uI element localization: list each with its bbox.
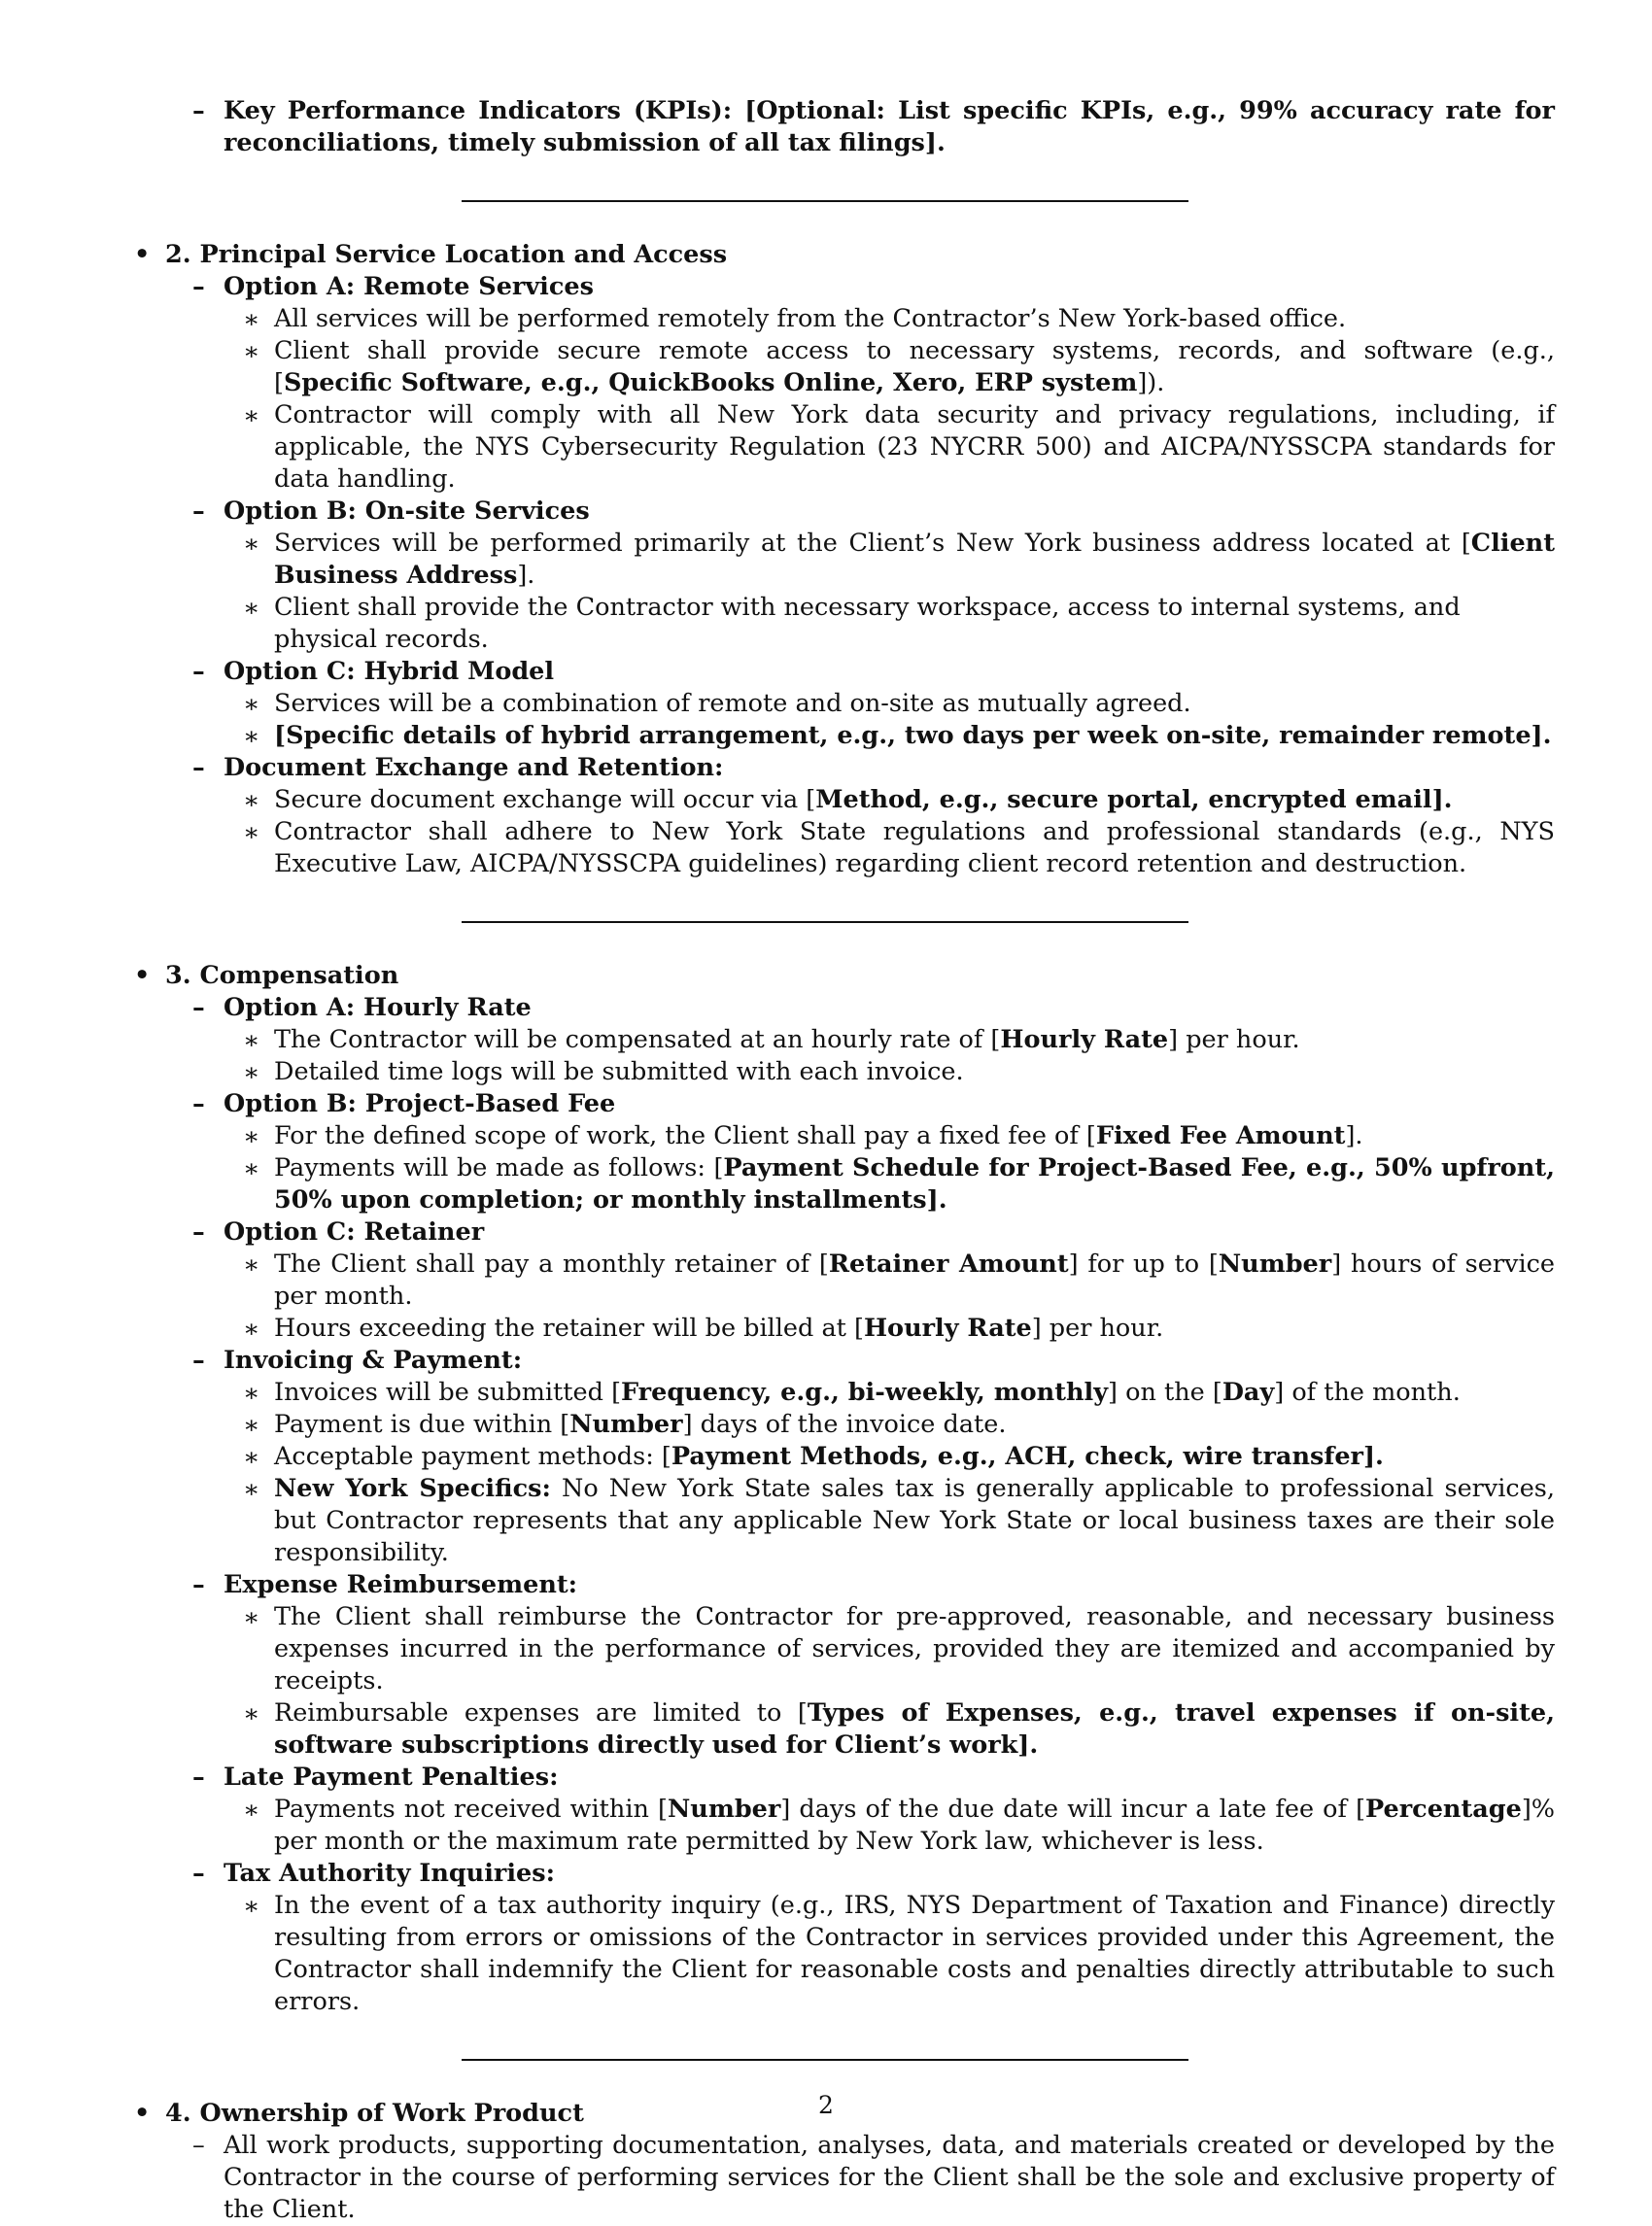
list-item (126, 1313, 1555, 1345)
s2-option-c-title: Option C: Hybrid Model (224, 657, 555, 686)
list-item-text: ] of the month. (1274, 1378, 1461, 1407)
s3-option-c-title: Option C: Retainer (224, 1217, 485, 1247)
s3-expense-title: Expense Reimbursement: (224, 1570, 578, 1599)
placeholder-text: [Specific details of hybrid arrangement, e.g., two days per week on-site, remainder remote]. (274, 721, 1552, 750)
dash-marker: – (192, 657, 205, 686)
list-item-text: Payment is due within [ (274, 1410, 570, 1439)
placeholder-text: Specific Software, e.g., QuickBooks Online, Xero, ERP system (283, 368, 1138, 397)
list-item (126, 1890, 1555, 2018)
asterisk-marker: ∗ (243, 1154, 260, 1183)
list-item-text: ]. (1345, 1121, 1363, 1150)
section-3-title: 3. Compensation (165, 961, 399, 990)
asterisk-marker: ∗ (243, 1026, 260, 1055)
list-item-text: Acceptable payment methods: [ (274, 1442, 671, 1471)
placeholder-text: Day (1222, 1378, 1275, 1407)
document-body (126, 95, 1555, 2226)
list-item (126, 528, 1555, 592)
placeholder-text: Fixed Fee Amount (1095, 1121, 1346, 1150)
list-item (126, 1697, 1555, 1762)
list-item-text: All services will be performed remotely from the Contractor’s New York-based office. (274, 304, 1347, 333)
section-3-heading (126, 960, 1555, 992)
list-item (126, 1409, 1555, 1441)
list-item-text: Services will be performed primarily at the Client’s New York business address located at [ (274, 529, 1471, 558)
asterisk-marker: ∗ (243, 690, 260, 719)
asterisk-marker: ∗ (243, 1122, 260, 1151)
dash-marker: – (192, 1570, 205, 1599)
placeholder-text: Types of Expenses, e.g., travel expenses if on-site, software subscriptions directly used for Client’s work]. (274, 1698, 1555, 1760)
asterisk-marker: ∗ (243, 786, 260, 815)
asterisk-marker: ∗ (243, 1250, 260, 1280)
list-item-text: Detailed time logs will be submitted with each invoice. (274, 1057, 964, 1086)
asterisk-marker: ∗ (243, 1379, 260, 1408)
placeholder-text: Frequency, e.g., bi-weekly, monthly (621, 1378, 1109, 1407)
s3-option-b-title: Option B: Project-Based Fee (224, 1089, 616, 1118)
s3-invoicing (126, 1345, 1555, 1377)
dash-marker: – (192, 497, 205, 526)
section-2-title: 2. Principal Service Location and Access (165, 240, 728, 269)
list-item-text: ]). (1137, 368, 1165, 397)
s3-invoicing-title: Invoicing & Payment: (224, 1346, 523, 1375)
s3-late-payment-title: Late Payment Penalties: (224, 1763, 559, 1792)
placeholder-text: Payment Schedule for Project-Based Fee, e.g., 50% upfront, 50% upon completion; or monthly installments]. (274, 1153, 1556, 1215)
list-item (126, 592, 1555, 656)
list-item (126, 688, 1555, 720)
s2-option-b-title: Option B: On-site Services (224, 497, 590, 526)
list-item-text: Invoices will be submitted [ (274, 1378, 622, 1407)
list-item-text: The Client shall reimburse the Contractor for pre-approved, reasonable, and necessary business expenses incurred in the performance of services, provided they are itemized and accompanied by receipts. (274, 1602, 1555, 1695)
asterisk-marker: ∗ (243, 530, 260, 559)
placeholder-text: Payment Methods, e.g., ACH, check, wire transfer]. (671, 1442, 1384, 1471)
list-item-text: ]% per month or the maximum rate permitted by New York law, whichever is less. (274, 1795, 1556, 1856)
list-item-text: ] on the [ (1108, 1378, 1222, 1407)
asterisk-marker: ∗ (243, 818, 260, 847)
list-item-text: All work products, supporting documentation, analyses, data, and materials created or developed by the Contractor in the course of performing services for the Client shall be the sole and exclusive property of the Client. (224, 2131, 1555, 2224)
bullet-marker: • (134, 961, 151, 990)
list-item-text: Client shall provide secure remote access to necessary systems, records, and software (e.g., [ (274, 336, 1555, 397)
s2-document-exchange-title: Document Exchange and Retention: (224, 753, 724, 782)
dash-marker: – (192, 753, 205, 782)
list-item (126, 1441, 1555, 1473)
list-item-text: Client shall provide the Contractor with necessary workspace, access to internal systems, and physical records. (274, 593, 1461, 654)
list-item-text: Services will be a combination of remote and on-site as mutually agreed. (274, 689, 1191, 718)
section-2-heading (126, 239, 1555, 271)
placeholder-text: Hourly Rate (863, 1314, 1032, 1343)
list-item (126, 720, 1555, 752)
list-item (126, 2130, 1555, 2226)
asterisk-marker: ∗ (243, 1892, 260, 1921)
asterisk-marker: ∗ (243, 594, 260, 623)
list-item-text: Secure document exchange will occur via [ (274, 785, 816, 814)
list-item-text: Contractor shall adhere to New York State regulations and professional standards (e.g., NYS Executive Law, AICPA/NYSSCPA guidelines) regarding client record retention and destruction. (274, 817, 1555, 878)
s3-option-a (126, 992, 1555, 1024)
list-item-text: Payments will be made as follows: [ (274, 1153, 724, 1182)
section-divider (462, 200, 1188, 202)
list-item-text: ] hours of service per month. (274, 1250, 1555, 1311)
s2-option-a-title: Option A: Remote Services (224, 272, 594, 301)
list-item (126, 1024, 1555, 1056)
section-4-title: 4. Ownership of Work Product (165, 2099, 584, 2128)
list-item-text: ] for up to [ (1068, 1250, 1219, 1279)
s3-late-payment (126, 1762, 1555, 1794)
asterisk-marker: ∗ (243, 1411, 260, 1440)
placeholder-text: Number (569, 1410, 683, 1439)
list-item-text: ] per hour. (1031, 1314, 1164, 1343)
s3-option-a-title: Option A: Hourly Rate (224, 993, 532, 1022)
s3-tax-authority (126, 1858, 1555, 1890)
list-item (126, 1152, 1555, 1216)
asterisk-marker: ∗ (243, 1603, 260, 1632)
placeholder-text: Percentage (1365, 1795, 1522, 1824)
asterisk-marker: ∗ (243, 722, 260, 751)
placeholder-text: Client Business Address (274, 529, 1555, 590)
list-item (126, 1601, 1555, 1697)
placeholder-text: Number (1218, 1250, 1332, 1279)
list-item-text: ] per hour. (1168, 1025, 1300, 1054)
list-item (126, 816, 1555, 880)
placeholder-text: Method, e.g., secure portal, encrypted email]. (815, 785, 1453, 814)
list-item-text: For the defined scope of work, the Client shall pay a fixed fee of [ (274, 1121, 1096, 1150)
list-item (126, 399, 1555, 496)
dash-marker: – (192, 1859, 205, 1888)
list-item-text: No New York State sales tax is generally applicable to professional services, but Contractor represents that any applicable New York State or local business taxes are their sole responsibility. (274, 1474, 1555, 1567)
section-divider (462, 921, 1188, 923)
list-item-text: ]. (517, 561, 535, 590)
asterisk-marker: ∗ (243, 1475, 260, 1504)
section-divider (462, 2059, 1188, 2061)
asterisk-marker: ∗ (243, 1058, 260, 1087)
dash-marker: – (192, 1089, 205, 1118)
list-item-text: Reimbursable expenses are limited to [ (274, 1698, 808, 1728)
list-item-text: ] days of the due date will incur a late fee of [ (780, 1795, 1366, 1824)
dash-marker: – (192, 96, 205, 125)
s3-option-b (126, 1088, 1555, 1120)
asterisk-marker: ∗ (243, 337, 260, 366)
list-item (126, 1249, 1555, 1313)
page-number: 2 (818, 2091, 834, 2119)
bullet-marker: • (134, 2099, 151, 2128)
s2-option-a (126, 271, 1555, 303)
placeholder-text: Retainer Amount (828, 1250, 1069, 1279)
list-item (126, 1120, 1555, 1152)
list-item (126, 335, 1555, 399)
list-item-text: The Contractor will be compensated at an hourly rate of [ (274, 1025, 1001, 1054)
list-item-text: Hours exceeding the retainer will be billed at [ (274, 1314, 864, 1343)
dash-marker: – (192, 1217, 205, 1247)
list-item (126, 784, 1555, 816)
list-item-text: The Client shall pay a monthly retainer of [ (274, 1250, 829, 1279)
list-item-text: ] days of the invoice date. (682, 1410, 1007, 1439)
asterisk-marker: ∗ (243, 1315, 260, 1344)
dash-marker: – (192, 993, 205, 1022)
placeholder-text: Hourly Rate (1000, 1025, 1169, 1054)
list-item-text: Contractor will comply with all New York data security and privacy regulations, including, if applicable, the NYS Cybersecurity Regulation (23 NYCRR 500) and AICPA/NYSSCPA standards for data handling. (274, 400, 1555, 494)
asterisk-marker: ∗ (243, 1699, 260, 1729)
list-item-label: New York Specifics: (274, 1474, 551, 1503)
list-item-text: In the event of a tax authority inquiry (e.g., IRS, NYS Department of Taxation and Finance) directly resulting from errors or omissions of the Contractor in services provided under this Agreement, the Contractor shall indemnify the Client for reasonable costs and penalties directly attributable to such errors. (274, 1891, 1555, 2016)
s2-option-b (126, 496, 1555, 528)
s3-expense (126, 1569, 1555, 1601)
list-item (126, 1473, 1555, 1569)
asterisk-marker: ∗ (243, 1796, 260, 1825)
list-item-text: Payments not received within [ (274, 1795, 668, 1824)
asterisk-marker: ∗ (243, 305, 260, 334)
asterisk-marker: ∗ (243, 1443, 260, 1472)
dash-marker: – (192, 1346, 205, 1375)
s3-option-c (126, 1216, 1555, 1249)
list-item (126, 1056, 1555, 1088)
placeholder-text: Number (667, 1795, 781, 1824)
dash-marker: – (192, 2131, 205, 2160)
list-item (126, 303, 1555, 335)
asterisk-marker: ∗ (243, 401, 260, 430)
kpi-text: Key Performance Indicators (KPIs): [Optional: List specific KPIs, e.g., 99% accuracy rate for reconciliations, timely submission of all tax filings]. (224, 96, 1555, 157)
s3-tax-authority-title: Tax Authority Inquiries: (224, 1859, 556, 1888)
list-item (126, 1377, 1555, 1409)
list-item (126, 1794, 1555, 1858)
s2-option-c (126, 656, 1555, 688)
dash-marker: – (192, 1763, 205, 1792)
bullet-marker: • (134, 240, 151, 269)
s2-document-exchange (126, 752, 1555, 784)
kpi-item (126, 95, 1555, 159)
dash-marker: – (192, 272, 205, 301)
